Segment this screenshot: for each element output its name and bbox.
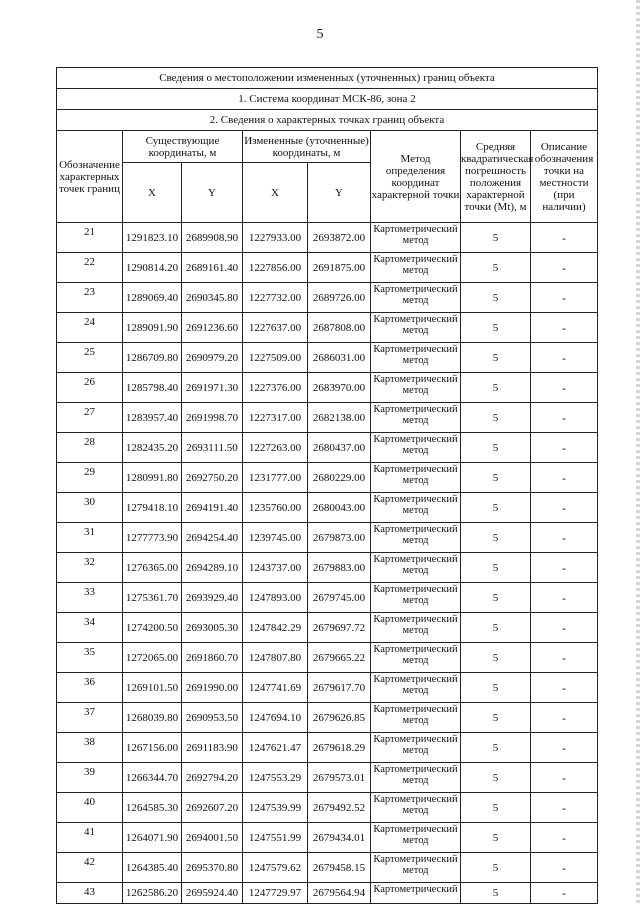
existing-y-cell: 2691998.70 [182, 403, 243, 433]
table-row [57, 283, 598, 313]
method-cell: Картометрический метод [371, 223, 461, 253]
description-cell: - [531, 373, 598, 403]
method-cell: Картометрический метод [371, 613, 461, 643]
point-number-cell: 23 [57, 283, 123, 313]
existing-y-cell: 2694289.10 [182, 553, 243, 583]
existing-y-cell: 2691236.60 [182, 313, 243, 343]
description-cell: - [531, 463, 598, 493]
table-title: Сведения о местоположении измененных (уточненных) границ объекта [57, 68, 598, 89]
changed-y-cell: 2693872.00 [308, 223, 371, 253]
existing-y-cell: 2693111.50 [182, 433, 243, 463]
table-row [57, 553, 598, 583]
method-cell: Картометрический метод [371, 793, 461, 823]
header-existing-x: X [123, 163, 182, 223]
changed-x-cell: 1227732.00 [243, 283, 308, 313]
table-row [57, 403, 598, 433]
changed-x-cell: 1247694.10 [243, 703, 308, 733]
method-cell: Картометрический метод [371, 703, 461, 733]
table-row [57, 463, 598, 493]
mt-value-cell: 5 [461, 373, 531, 403]
table-row [57, 253, 598, 283]
description-cell: - [531, 223, 598, 253]
point-number-cell: 41 [57, 823, 123, 853]
existing-y-cell: 2694254.40 [182, 523, 243, 553]
existing-x-cell: 1289069.40 [123, 283, 182, 313]
existing-x-cell: 1285798.40 [123, 373, 182, 403]
changed-y-cell: 2679492.52 [308, 793, 371, 823]
existing-y-cell: 2692750.20 [182, 463, 243, 493]
point-number-cell: 26 [57, 373, 123, 403]
existing-x-cell: 1268039.80 [123, 703, 182, 733]
existing-x-cell: 1279418.10 [123, 493, 182, 523]
point-number-cell: 25 [57, 343, 123, 373]
point-number-cell: 27 [57, 403, 123, 433]
changed-x-cell: 1227856.00 [243, 253, 308, 283]
page-number: 5 [316, 27, 324, 42]
scan-edge [636, 0, 640, 905]
existing-y-cell: 2692794.20 [182, 763, 243, 793]
description-cell: - [531, 583, 598, 613]
table-row [57, 643, 598, 673]
description-cell: - [531, 343, 598, 373]
existing-y-cell: 2693929.40 [182, 583, 243, 613]
changed-x-cell: 1227263.00 [243, 433, 308, 463]
changed-x-cell: 1227376.00 [243, 373, 308, 403]
point-number-cell: 22 [57, 253, 123, 283]
changed-x-cell: 1247893.00 [243, 583, 308, 613]
table-row [57, 793, 598, 823]
point-number-cell: 30 [57, 493, 123, 523]
method-cell: Картометрический метод [371, 493, 461, 523]
existing-y-cell: 2690979.20 [182, 343, 243, 373]
point-number-cell: 34 [57, 613, 123, 643]
changed-y-cell: 2679883.00 [308, 553, 371, 583]
existing-y-cell: 2693005.30 [182, 613, 243, 643]
existing-x-cell: 1283957.40 [123, 403, 182, 433]
existing-x-cell: 1277773.90 [123, 523, 182, 553]
changed-y-cell: 2679434.01 [308, 823, 371, 853]
mt-value-cell: 5 [461, 673, 531, 703]
description-cell: - [531, 673, 598, 703]
description-cell: - [531, 523, 598, 553]
mt-value-cell: 5 [461, 643, 531, 673]
point-number-cell: 39 [57, 763, 123, 793]
header-point: Обозначение характерных точек границ [57, 131, 123, 223]
changed-y-cell: 2679665.22 [308, 643, 371, 673]
boundary-points-table [56, 67, 598, 904]
mt-value-cell: 5 [461, 823, 531, 853]
table-row [57, 763, 598, 793]
point-number-cell: 43 [57, 883, 123, 904]
mt-value-cell: 5 [461, 733, 531, 763]
changed-y-cell: 2680043.00 [308, 493, 371, 523]
description-cell: - [531, 643, 598, 673]
existing-y-cell: 2691860.70 [182, 643, 243, 673]
description-cell: - [531, 733, 598, 763]
table-row [57, 523, 598, 553]
changed-x-cell: 1235760.00 [243, 493, 308, 523]
existing-y-cell: 2689908.90 [182, 223, 243, 253]
mt-value-cell: 5 [461, 463, 531, 493]
changed-x-cell: 1247807.80 [243, 643, 308, 673]
description-cell: - [531, 823, 598, 853]
mt-value-cell: 5 [461, 433, 531, 463]
description-cell: - [531, 793, 598, 823]
changed-x-cell: 1247539.99 [243, 793, 308, 823]
method-cell: Картометрический метод [371, 463, 461, 493]
existing-x-cell: 1269101.50 [123, 673, 182, 703]
changed-y-cell: 2679697.72 [308, 613, 371, 643]
mt-value-cell: 5 [461, 343, 531, 373]
method-cell: Картометрический метод [371, 523, 461, 553]
existing-x-cell: 1289091.90 [123, 313, 182, 343]
point-number-cell: 32 [57, 553, 123, 583]
method-cell: Картометрический метод [371, 433, 461, 463]
method-cell: Картометрический метод [371, 733, 461, 763]
changed-x-cell: 1231777.00 [243, 463, 308, 493]
changed-x-cell: 1247842.29 [243, 613, 308, 643]
header-method: Метод определения координат характерной точки [371, 131, 461, 223]
mt-value-cell: 5 [461, 583, 531, 613]
mt-value-cell: 5 [461, 403, 531, 433]
point-number-cell: 40 [57, 793, 123, 823]
changed-x-cell: 1227637.00 [243, 313, 308, 343]
existing-x-cell: 1267156.00 [123, 733, 182, 763]
changed-y-cell: 2683970.00 [308, 373, 371, 403]
mt-value-cell: 5 [461, 223, 531, 253]
changed-y-cell: 2689726.00 [308, 283, 371, 313]
mt-value-cell: 5 [461, 763, 531, 793]
changed-y-cell: 2679458.15 [308, 853, 371, 883]
changed-x-cell: 1247621.47 [243, 733, 308, 763]
existing-y-cell: 2694001.50 [182, 823, 243, 853]
mt-value-cell: 5 [461, 883, 531, 904]
section-heading: 2. Сведения о характерных точках границ объекта [57, 110, 598, 131]
mt-value-cell: 5 [461, 613, 531, 643]
method-cell: Картометрический метод [371, 673, 461, 703]
mt-value-cell: 5 [461, 493, 531, 523]
table-row [57, 373, 598, 403]
point-number-cell: 38 [57, 733, 123, 763]
changed-x-cell: 1243737.00 [243, 553, 308, 583]
table-row [57, 883, 598, 904]
table-row [57, 493, 598, 523]
description-cell: - [531, 283, 598, 313]
method-cell: Картометрический метод [371, 823, 461, 853]
point-number-cell: 24 [57, 313, 123, 343]
changed-y-cell: 2682138.00 [308, 403, 371, 433]
existing-y-cell: 2691990.00 [182, 673, 243, 703]
changed-y-cell: 2679626.85 [308, 703, 371, 733]
mt-value-cell: 5 [461, 523, 531, 553]
existing-x-cell: 1274200.50 [123, 613, 182, 643]
method-cell: Картометрический метод [371, 283, 461, 313]
method-cell: Картометрический метод [371, 343, 461, 373]
point-number-cell: 35 [57, 643, 123, 673]
changed-y-cell: 2679617.70 [308, 673, 371, 703]
table-row [57, 733, 598, 763]
point-number-cell: 36 [57, 673, 123, 703]
mt-value-cell: 5 [461, 793, 531, 823]
changed-y-cell: 2686031.00 [308, 343, 371, 373]
table-row [57, 613, 598, 643]
point-number-cell: 28 [57, 433, 123, 463]
existing-y-cell: 2689161.40 [182, 253, 243, 283]
mt-value-cell: 5 [461, 283, 531, 313]
existing-x-cell: 1264585.30 [123, 793, 182, 823]
changed-x-cell: 1247551.99 [243, 823, 308, 853]
header-existing-y: Y [182, 163, 243, 223]
point-number-cell: 29 [57, 463, 123, 493]
mt-value-cell: 5 [461, 703, 531, 733]
method-cell: Картометрический метод [371, 643, 461, 673]
existing-x-cell: 1290814.20 [123, 253, 182, 283]
mt-value-cell: 5 [461, 853, 531, 883]
method-cell: Картометрический метод [371, 583, 461, 613]
point-number-cell: 42 [57, 853, 123, 883]
table-row [57, 673, 598, 703]
existing-y-cell: 2695924.40 [182, 883, 243, 904]
header-existing: Существующие координаты, м [123, 131, 243, 163]
description-cell: - [531, 493, 598, 523]
existing-x-cell: 1272065.00 [123, 643, 182, 673]
changed-x-cell: 1247579.62 [243, 853, 308, 883]
existing-y-cell: 2695370.80 [182, 853, 243, 883]
table-row [57, 433, 598, 463]
changed-y-cell: 2679618.29 [308, 733, 371, 763]
changed-y-cell: 2680229.00 [308, 463, 371, 493]
existing-x-cell: 1264071.90 [123, 823, 182, 853]
existing-x-cell: 1286709.80 [123, 343, 182, 373]
header-error: Средняя квадратическая погрешность положения характерной точки (Mt), м [461, 131, 531, 223]
existing-x-cell: 1291823.10 [123, 223, 182, 253]
header-description: Описание обозначения точки на местности (при наличии) [531, 131, 598, 223]
existing-x-cell: 1262586.20 [123, 883, 182, 904]
changed-y-cell: 2691875.00 [308, 253, 371, 283]
description-cell: - [531, 613, 598, 643]
description-cell: - [531, 313, 598, 343]
table-row [57, 313, 598, 343]
existing-y-cell: 2694191.40 [182, 493, 243, 523]
changed-y-cell: 2680437.00 [308, 433, 371, 463]
description-cell: - [531, 883, 598, 904]
changed-x-cell: 1247729.97 [243, 883, 308, 904]
header-changed-y: Y [308, 163, 371, 223]
changed-x-cell: 1227317.00 [243, 403, 308, 433]
description-cell: - [531, 763, 598, 793]
existing-x-cell: 1280991.80 [123, 463, 182, 493]
table-row [57, 703, 598, 733]
existing-x-cell: 1264385.40 [123, 853, 182, 883]
mt-value-cell: 5 [461, 253, 531, 283]
description-cell: - [531, 703, 598, 733]
existing-y-cell: 2691971.30 [182, 373, 243, 403]
description-cell: - [531, 253, 598, 283]
changed-x-cell: 1247553.29 [243, 763, 308, 793]
method-cell: Картометрический метод [371, 403, 461, 433]
method-cell: Картометрический метод [371, 763, 461, 793]
method-cell: Картометрический метод [371, 313, 461, 343]
existing-y-cell: 2690345.80 [182, 283, 243, 313]
table-row [57, 823, 598, 853]
point-number-cell: 31 [57, 523, 123, 553]
description-cell: - [531, 403, 598, 433]
point-number-cell: 37 [57, 703, 123, 733]
table-row [57, 853, 598, 883]
changed-y-cell: 2679564.94 [308, 883, 371, 904]
method-cell: Картометрический [371, 883, 461, 904]
existing-x-cell: 1282435.20 [123, 433, 182, 463]
method-cell: Картометрический метод [371, 373, 461, 403]
description-cell: - [531, 433, 598, 463]
changed-y-cell: 2679745.00 [308, 583, 371, 613]
existing-y-cell: 2690953.50 [182, 703, 243, 733]
mt-value-cell: 5 [461, 553, 531, 583]
changed-x-cell: 1247741.69 [243, 673, 308, 703]
existing-y-cell: 2691183.90 [182, 733, 243, 763]
table-row [57, 343, 598, 373]
point-number-cell: 21 [57, 223, 123, 253]
method-cell: Картометрический метод [371, 253, 461, 283]
description-cell: - [531, 853, 598, 883]
header-changed: Измененные (уточненные) координаты, м [243, 131, 371, 163]
point-number-cell: 33 [57, 583, 123, 613]
changed-x-cell: 1227509.00 [243, 343, 308, 373]
table-row [57, 223, 598, 253]
existing-x-cell: 1275361.70 [123, 583, 182, 613]
method-cell: Картометрический метод [371, 553, 461, 583]
coordinate-system: 1. Система координат МСК-86, зона 2 [57, 89, 598, 110]
changed-x-cell: 1239745.00 [243, 523, 308, 553]
changed-y-cell: 2679873.00 [308, 523, 371, 553]
mt-value-cell: 5 [461, 313, 531, 343]
table-row [57, 583, 598, 613]
description-cell: - [531, 553, 598, 583]
header-changed-x: X [243, 163, 308, 223]
changed-y-cell: 2687808.00 [308, 313, 371, 343]
method-cell: Картометрический метод [371, 853, 461, 883]
existing-y-cell: 2692607.20 [182, 793, 243, 823]
existing-x-cell: 1276365.00 [123, 553, 182, 583]
existing-x-cell: 1266344.70 [123, 763, 182, 793]
changed-x-cell: 1227933.00 [243, 223, 308, 253]
changed-y-cell: 2679573.01 [308, 763, 371, 793]
